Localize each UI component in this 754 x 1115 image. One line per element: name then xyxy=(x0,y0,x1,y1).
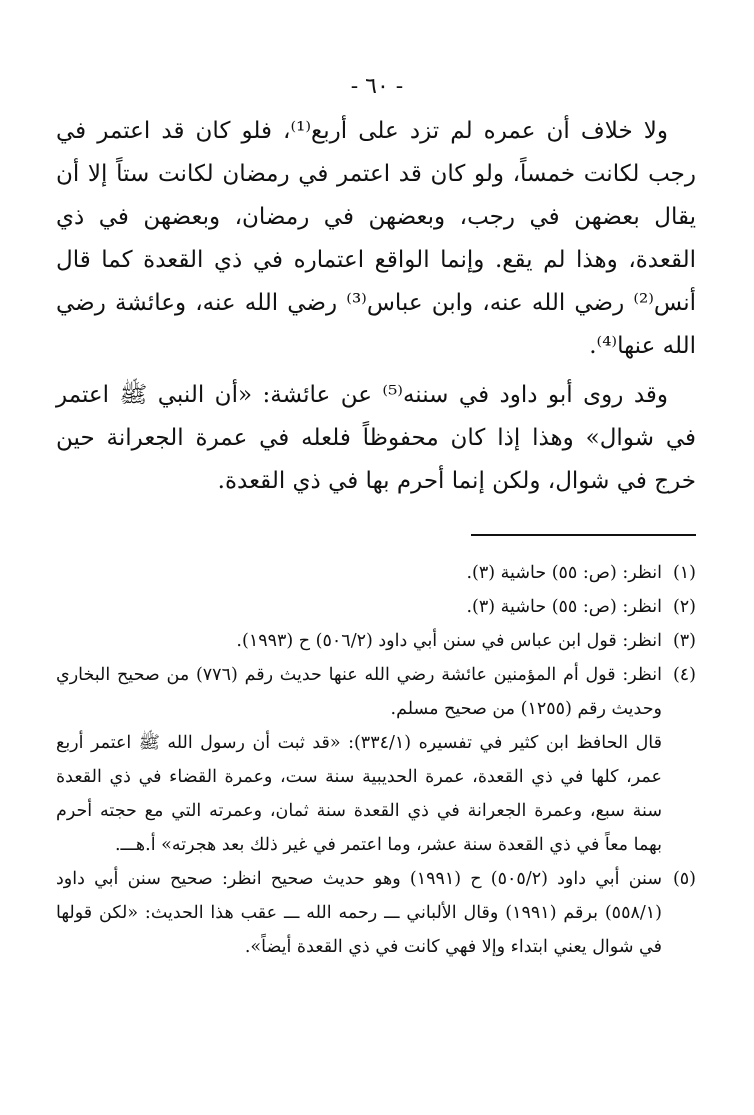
footnote-number: (٢) xyxy=(672,597,696,617)
footnote-number: (١) xyxy=(672,563,696,583)
footnote-number: (٤) xyxy=(672,665,696,685)
main-text xyxy=(56,110,696,503)
footnote-4-quote: قال الحافظ ابن كثير في تفسيره (٣٣٤/١): «قد ثبت أن رسول الله ﷺ اعتمر أربع عمر، كلها في ذي القعدة، عمرة الحديبية سنة ست، وعمرة القضاء في ذي القعدة سنة سبع، وعمرة الجعرانة في ذي القعدة سنة ثمان، وعمرته التي مع حجته أحرم بهما معاً في ذي القعدة سنة عشر، وما اعتمر في غير ذلك بعد هجرته» أ.هـــ. xyxy=(56,733,662,855)
footnote-text: انظر: قول أم المؤمنين عائشة رضي الله عنها حديث رقم (٧٧٦) من صحيح البخاري وحديث رقم (١٢٥٥) من صحيح مسلم. xyxy=(56,665,662,719)
footnote-5 xyxy=(56,862,696,964)
page-number: - ٦٠ - xyxy=(350,74,404,99)
footnotes xyxy=(56,556,696,964)
footnote-separator xyxy=(471,534,696,536)
footnote-number: (٣) xyxy=(672,631,696,651)
footnote-1 xyxy=(56,556,696,590)
footnote-2 xyxy=(56,590,696,624)
footnote-text: انظر: (ص: ٥٥) حاشية (٣). xyxy=(466,563,662,583)
footnote-3 xyxy=(56,624,696,658)
footnote-text: سنن أبي داود (٥٠٥/٢) ح (١٩٩١) وهو حديث صحيح انظر: صحيح سنن أبي داود (٥٥٨/١) برقم (١٩٩١) وقال الألباني ـــ رحمه الله ـــ عقب هذا الحديث: «لكن قولها في شوال يعني ابتداء وإلا فهي كانت في ذي القعدة أيضاً». xyxy=(56,869,662,957)
footnote-number: (٥) xyxy=(672,869,696,889)
footnote-text: انظر: (ص: ٥٥) حاشية (٣). xyxy=(466,597,662,617)
paragraph-2: وقد روى أبو داود في سننه⁽⁵⁾ عن عائشة: «أن النبي ﷺ اعتمر في شوال» وهذا إذا كان محفوظاً فلعله في عمرة الجعرانة حين خرج في شوال، ولكن إنما أحرم بها في ذي القعدة. xyxy=(56,382,696,494)
footnote-4 xyxy=(56,658,696,726)
footnote-text: انظر: قول ابن عباس في سنن أبي داود (٥٠٦/٢) ح (١٩٩٣). xyxy=(236,631,662,651)
paragraph-1: ولا خلاف أن عمره لم تزد على أربع⁽¹⁾، فلو كان قد اعتمر في رجب لكانت خمساً، ولو كان قد اعتمر في رمضان لكانت ستاً إلا أن يقال بعضهن في رجب، وبعضهن في رمضان، وبعضهن في ذي القعدة، وهذا لم يقع. وإنما الواقع اعتماره في ذي القعدة كما قال أنس⁽²⁾ رضي الله عنه، وابن عباس⁽³⁾ رضي الله عنه، وعائشة رضي الله عنها⁽⁴⁾. xyxy=(56,118,697,359)
